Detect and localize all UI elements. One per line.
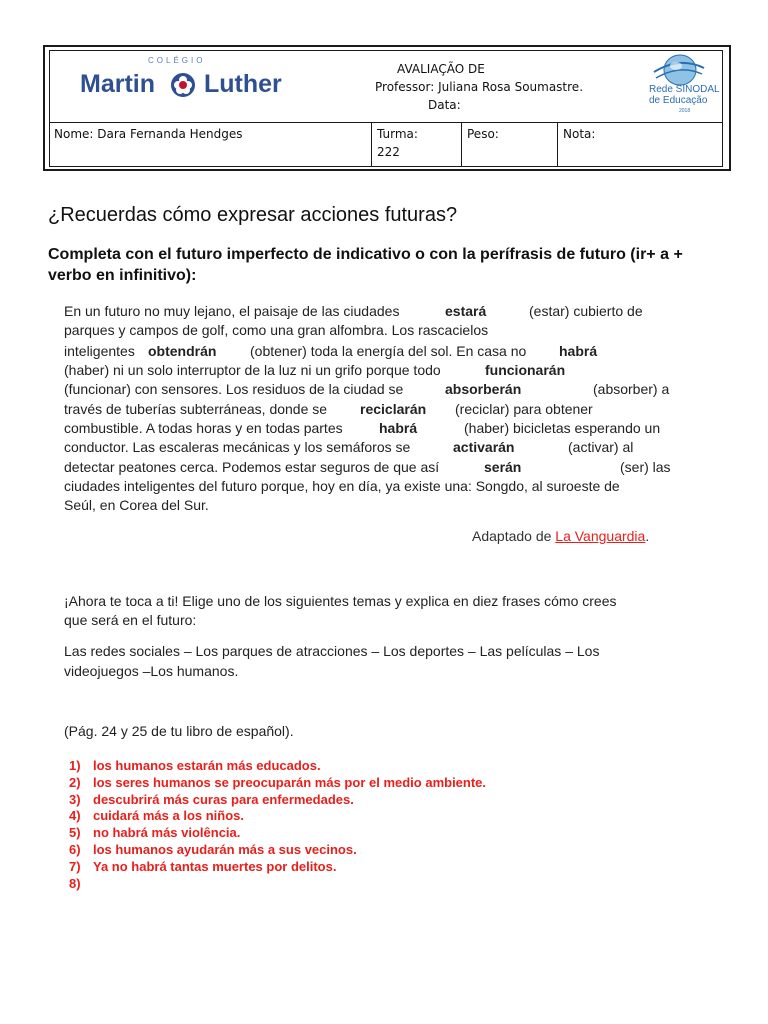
- passage-line: combustible. A todas horas y en todas partes: [64, 420, 343, 436]
- avaliacao-label: AVALIAÇÃO DE: [397, 62, 485, 76]
- nome-field: Nome: Dara Fernanda Hendges: [54, 127, 243, 141]
- logo-luther-text: Luther: [204, 70, 282, 98]
- answer-verb: funcionarán: [485, 362, 566, 378]
- passage-line: ciudades inteligentes del futuro porque, hoy en día, ya existe una: Songdo, al suroeste de: [64, 478, 620, 494]
- header-row-divider: [49, 122, 723, 123]
- answer-number: 5): [69, 825, 81, 840]
- answer-sentence: los seres humanos se preocuparán más por el medio ambiente.: [93, 775, 487, 790]
- answer-sentence: no habrá más violência.: [93, 825, 241, 840]
- professor-label: Professor: Juliana Rosa Soumastre.: [375, 80, 584, 94]
- passage-line: (reciclar) para obtener: [455, 401, 593, 417]
- passage-line: parques y campos de golf, como una gran alfombra. Los rascacielos: [64, 322, 489, 338]
- turma-value: 222: [377, 145, 400, 159]
- passage-line: (estar) cubierto de: [529, 303, 643, 319]
- sinodal-line2: de Educação: [649, 95, 708, 106]
- passage-line: detectar peatones cerca. Podemos estar seguros de que así: [64, 459, 440, 475]
- answer-sentence: cuidará más a los niños.: [93, 808, 244, 823]
- answer-verb: absorberán: [445, 381, 522, 397]
- answer-verb: serán: [484, 459, 522, 475]
- header-col-divider: [461, 122, 462, 167]
- answer-number: 3): [69, 792, 81, 807]
- sinodal-line1: Rede SINODAL: [649, 84, 720, 95]
- header-col-divider: [371, 122, 372, 167]
- peso-label: Peso:: [467, 127, 499, 141]
- topics-line: videojuegos –Los humanos.: [64, 663, 239, 679]
- page-reference: (Pág. 24 y 25 de tu libro de español).: [64, 723, 294, 739]
- page-title: ¿Recuerdas cómo expresar acciones futuras?: [48, 204, 458, 226]
- answer-verb: activarán: [453, 439, 515, 455]
- passage-line: Seúl, en Corea del Sur.: [64, 497, 209, 513]
- globe-logo-icon: [650, 52, 706, 88]
- passage-line: través de tuberías subterráneas, donde se: [64, 401, 328, 417]
- task-line: ¡Ahora te toca a ti! Elige uno de los siguientes temas y explica en diez frases cómo crees: [64, 593, 617, 609]
- answer-number: 8): [69, 876, 81, 891]
- passage-line: (haber) ni un solo interruptor de la luz ni un grifo porque todo: [64, 362, 441, 378]
- answer-number: 6): [69, 842, 81, 857]
- passage-line: (activar) al: [568, 439, 634, 455]
- source-link[interactable]: La Vanguardia: [555, 528, 646, 544]
- task-line: que será en el futuro:: [64, 612, 197, 628]
- instruction-text: Completa con el futuro imperfecto de indicativo o con la perífrasis de futuro (ir+ a + verbo en infinitivo):: [48, 246, 683, 284]
- sinodal-year: 2018: [679, 108, 691, 114]
- answer-verb: obtendrán: [148, 343, 217, 359]
- topics-line: Las redes sociales – Los parques de atracciones – Los deportes – Las películas – Los: [64, 643, 600, 659]
- passage-line: (absorber) a: [593, 381, 670, 397]
- answer-sentence: descubrirá más curas para enfermedades.: [93, 792, 354, 807]
- answer-number: 4): [69, 808, 81, 823]
- logo-martin-text: Martin: [80, 70, 155, 98]
- logo-colegio-text: COLÉGIO: [148, 56, 206, 65]
- passage-line: En un futuro no muy lejano, el paisaje de las ciudades: [64, 303, 400, 319]
- answer-verb: reciclarán: [360, 401, 427, 417]
- passage-line: (haber) bicicletas esperando un: [464, 420, 661, 436]
- answer-number: 2): [69, 775, 81, 790]
- answer-number: 7): [69, 859, 81, 874]
- answer-sentence: los humanos estarán más educados.: [93, 758, 321, 773]
- answer-verb: habrá: [379, 420, 418, 436]
- rose-logo-icon: [170, 72, 196, 98]
- answer-sentence: los humanos ayudarán más a sus vecinos.: [93, 842, 357, 857]
- passage-line: inteligentes: [64, 343, 135, 359]
- turma-label: Turma:: [377, 127, 418, 141]
- header-col-divider: [557, 122, 558, 167]
- passage-line: (ser) las: [620, 459, 671, 475]
- data-label: Data:: [428, 98, 461, 112]
- nota-label: Nota:: [563, 127, 596, 141]
- answer-verb: habrá: [559, 343, 598, 359]
- passage-line: conductor. Las escaleras mecánicas y los semáforos se: [64, 439, 411, 455]
- passage-line: (funcionar) con sensores. Los residuos de la ciudad se: [64, 381, 404, 397]
- answer-verb: estará: [445, 303, 487, 319]
- passage-line: (obtener) toda la energía del sol. En casa no: [250, 343, 527, 359]
- source-credit: Adaptado de La Vanguardia.: [472, 528, 650, 544]
- answer-sentence: Ya no habrá tantas muertes por delitos.: [93, 859, 337, 874]
- answer-number: 1): [69, 758, 81, 773]
